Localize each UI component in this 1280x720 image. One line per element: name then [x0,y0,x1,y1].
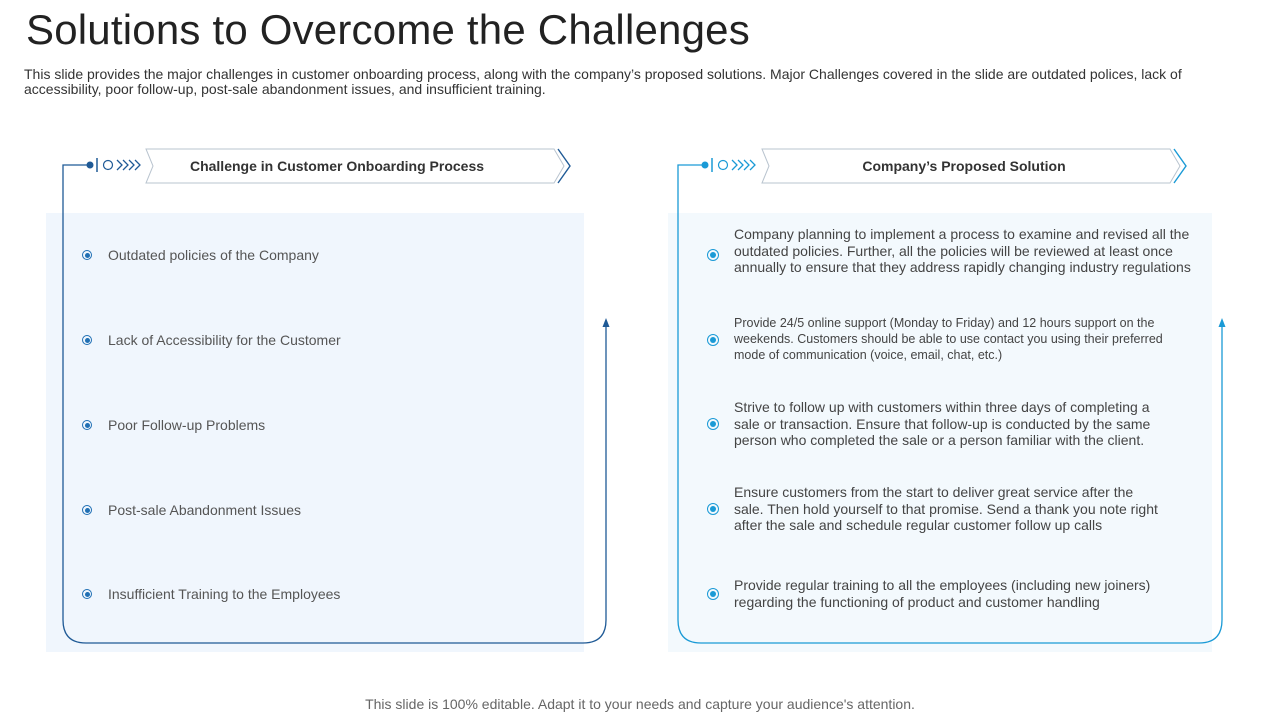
challenges-connector-icon [87,158,141,172]
challenge-item: Outdated policies of the Company [108,247,319,263]
solutions-up-arrow-icon [1219,318,1226,327]
solution-item: Provide regular training to all the employees (including new joiners) regarding the functioning of product and customer handling [734,577,1151,610]
bullet-icon [707,588,719,600]
solutions-header: Company’s Proposed Solution [862,158,1066,174]
bullet-icon [82,420,92,430]
slide-title: Solutions to Overcome the Challenges [26,6,750,53]
challenges-frame [63,165,606,643]
challenge-item: Lack of Accessibility for the Customer [108,332,341,348]
slide-footer: This slide is 100% editable. Adapt it to your needs and capture your audience's attention. [365,696,915,712]
bullet-icon [82,505,92,515]
bullet-icon [707,503,719,515]
solution-item: Strive to follow up with customers within three days of completing a sale or transaction. Ensure that follow-up is conducted by the same person who completed the sale or a person familiar with the client. [734,399,1151,448]
bullet-icon [707,249,719,261]
bullet-icon [707,418,719,430]
challenges-header: Challenge in Customer Onboarding Process [189,158,485,174]
solution-item: Company planning to implement a process to examine and revised all the outdated policies. Further, all the policies will be reviewed at least once annually to ensure that they address rapidly changing industry regulations [734,226,1191,275]
bullet-icon [707,334,719,346]
bullet-icon [82,250,92,260]
slide-subtitle: This slide provides the major challenges in customer onboarding process, along with the company’s proposed solutions. Major Challenges covered in the slide are outdated polices, lack of accessibility, poor follow-up, post-sale abandonment issues, and insufficient training. [24,66,1182,97]
challenges-up-arrow-icon [603,318,610,327]
bullet-icon [82,335,92,345]
challenge-item: Poor Follow-up Problems [108,417,266,433]
solution-item: Provide 24/5 online support (Monday to Friday) and 12 hours support on the weekends. Customers should be able to use contact you using their preferred mode of communication (voice, email, chat, etc.) [734,316,1163,362]
challenge-item: Post-sale Abandonment Issues [108,502,302,518]
solution-item: Ensure customers from the start to deliver great service after the sale. Then hold yourself to that promise. Send a thank you note right after the sale and schedule regular customer follow up calls [734,484,1158,533]
bullet-icon [82,589,92,599]
challenge-item: Insufficient Training to the Employees [108,586,341,602]
solutions-connector-icon [702,158,756,172]
